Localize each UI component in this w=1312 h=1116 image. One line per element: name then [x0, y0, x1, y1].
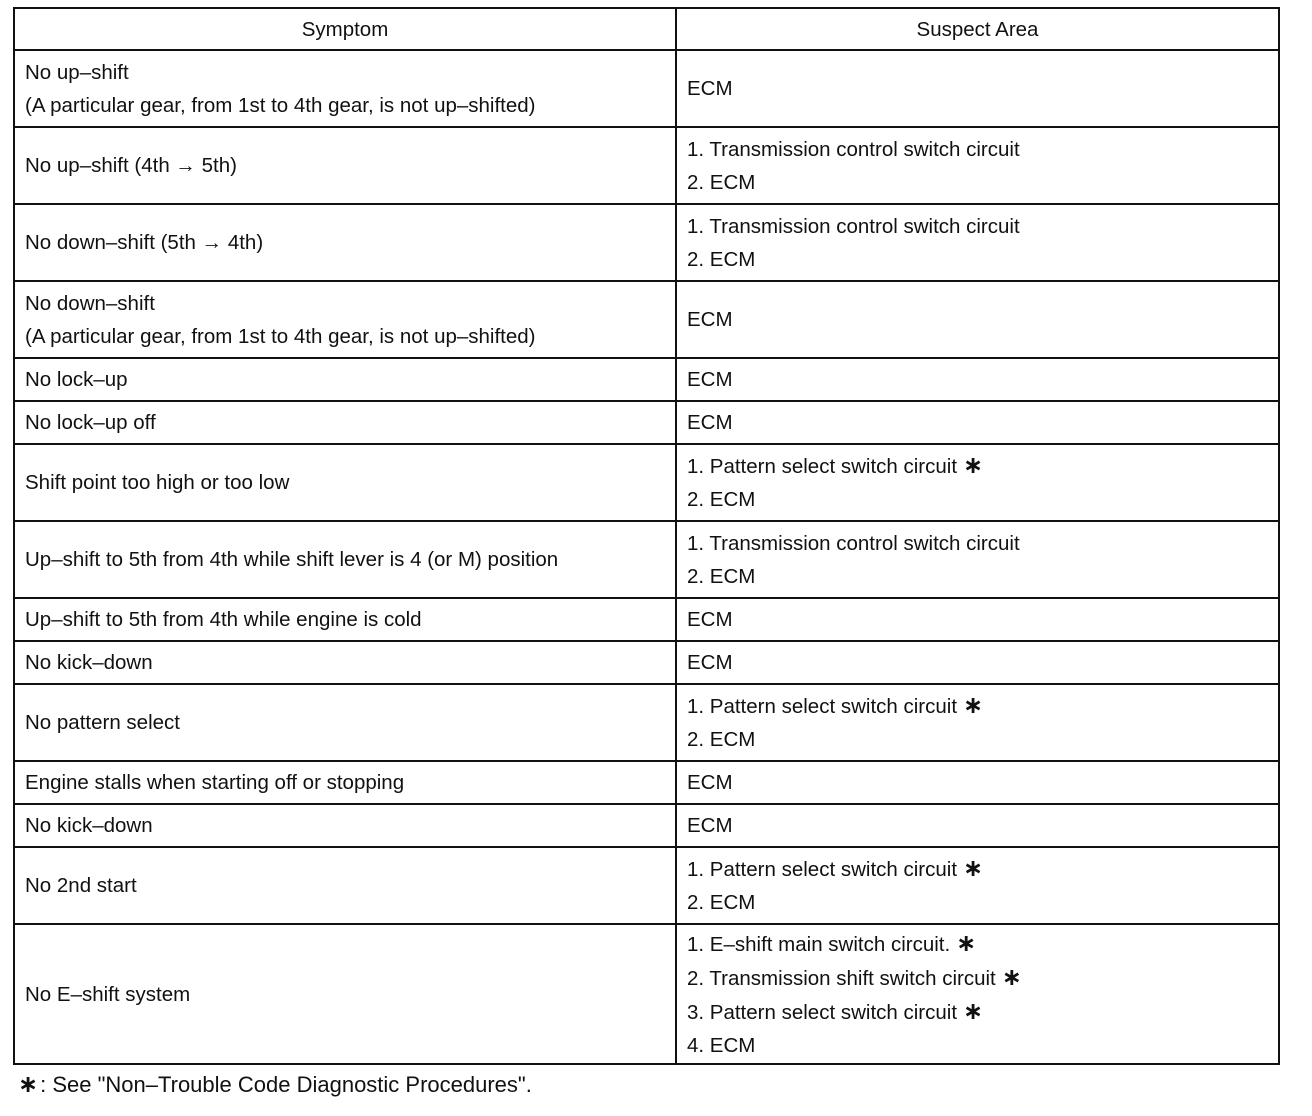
suspect-area-item	[687, 809, 1268, 842]
suspect-area-item	[687, 133, 1268, 166]
symptom-text: No lock–up off	[25, 411, 156, 434]
table-row	[14, 521, 1279, 598]
suspect-area-cell	[676, 50, 1279, 127]
suspect-area-item	[687, 243, 1268, 276]
suspect-area-text: 2. ECM	[687, 247, 756, 271]
table-row	[14, 804, 1279, 847]
symptom-text: No 2nd start	[25, 874, 137, 897]
diagnostic-table	[13, 7, 1280, 1065]
symptom-text: Engine stalls when starting off or stopping	[25, 771, 405, 794]
symptom-cell	[14, 401, 676, 444]
symptom-text: Up–shift to 5th from 4th while shift lever is 4 (or M) position	[25, 548, 559, 571]
suspect-area-item	[687, 1029, 1268, 1062]
symptom-cell	[14, 684, 676, 761]
suspect-area-item	[687, 527, 1268, 560]
table-row	[14, 641, 1279, 684]
suspect-area-text: ECM	[687, 771, 733, 794]
suspect-area-item	[687, 303, 1268, 336]
symptom-cell	[14, 804, 676, 847]
suspect-area-item	[687, 363, 1268, 396]
suspect-area-cell	[676, 401, 1279, 444]
asterisk-icon: ∗	[956, 929, 977, 957]
asterisk-icon: ∗	[963, 452, 984, 479]
suspect-area-text: ECM	[687, 651, 733, 674]
suspect-area-cell	[676, 804, 1279, 847]
symptom-text: No up–shift (4th → 5th)	[25, 154, 237, 177]
symptom-cell	[14, 641, 676, 684]
suspect-area-text: ECM	[687, 77, 733, 100]
suspect-area-cell	[676, 761, 1279, 804]
asterisk-icon: ∗	[963, 855, 984, 882]
symptom-text: No pattern select	[25, 711, 180, 734]
suspect-area-text: 1. Transmission control switch circuit	[687, 531, 1020, 555]
table-row	[14, 358, 1279, 401]
suspect-area-cell	[676, 684, 1279, 761]
suspect-area-item	[687, 886, 1268, 919]
footnote	[18, 1070, 532, 1099]
suspect-area-text: ECM	[687, 308, 733, 331]
symptom-cell	[14, 761, 676, 804]
suspect-area-cell	[676, 847, 1279, 924]
suspect-area-cell	[676, 281, 1279, 358]
symptom-cell	[14, 598, 676, 641]
asterisk-icon: ∗	[18, 1071, 39, 1098]
table-body	[14, 50, 1279, 1064]
symptom-cell	[14, 281, 676, 358]
table-row	[14, 598, 1279, 641]
suspect-area-text: 2. ECM	[687, 564, 756, 588]
column-header-suspect-area: Suspect Area	[676, 8, 1279, 50]
table-row	[14, 50, 1279, 127]
suspect-area-text: 4. ECM	[687, 1033, 756, 1057]
suspect-area-item	[687, 766, 1268, 799]
symptom-text: (A particular gear, from 1st to 4th gear, is not up–shifted)	[25, 93, 536, 117]
suspect-area-cell	[676, 641, 1279, 684]
table-row	[14, 761, 1279, 804]
suspect-area-cell	[676, 924, 1279, 1064]
symptom-cell	[14, 924, 676, 1064]
suspect-area-item	[687, 449, 1268, 483]
column-header-symptom: Symptom	[14, 8, 676, 50]
suspect-area-text: ECM	[687, 411, 733, 434]
suspect-area-item	[687, 852, 1268, 886]
symptom-text: No kick–down	[25, 814, 153, 837]
symptom-text: No lock–up	[25, 368, 128, 391]
table-row	[14, 684, 1279, 761]
asterisk-icon: ∗	[1001, 963, 1022, 991]
suspect-area-text: 2. ECM	[687, 891, 756, 914]
symptom-text: No down–shift	[25, 291, 155, 315]
symptom-cell	[14, 127, 676, 204]
suspect-area-text: 1. Pattern select switch circuit	[687, 858, 958, 881]
suspect-area-item	[687, 995, 1268, 1029]
suspect-area-text: 1. Transmission control switch circuit	[687, 137, 1020, 161]
suspect-area-cell	[676, 204, 1279, 281]
suspect-area-text: ECM	[687, 368, 733, 391]
table-row	[14, 281, 1279, 358]
suspect-area-item	[687, 210, 1268, 243]
suspect-area-item	[687, 961, 1268, 995]
suspect-area-text: 3. Pattern select switch circuit	[687, 1000, 958, 1024]
suspect-area-item	[687, 483, 1268, 516]
symptom-text: No down–shift (5th → 4th)	[25, 231, 264, 254]
table-row	[14, 204, 1279, 281]
suspect-area-text: ECM	[687, 608, 733, 631]
suspect-area-text: 2. ECM	[687, 728, 756, 751]
symptom-text: Shift point too high or too low	[25, 471, 290, 494]
table-row	[14, 444, 1279, 521]
suspect-area-item	[687, 723, 1268, 756]
suspect-area-item	[687, 603, 1268, 636]
table-row	[14, 924, 1279, 1064]
suspect-area-text: ECM	[687, 814, 733, 837]
suspect-area-item	[687, 560, 1268, 593]
suspect-area-text: 2. ECM	[687, 170, 756, 194]
footnote-text: : See "Non–Trouble Code Diagnostic Procedures".	[40, 1072, 532, 1097]
suspect-area-cell	[676, 521, 1279, 598]
table-row	[14, 847, 1279, 924]
suspect-area-text: 2. ECM	[687, 488, 756, 511]
suspect-area-cell	[676, 127, 1279, 204]
table-row	[14, 401, 1279, 444]
table-row	[14, 127, 1279, 204]
symptom-cell	[14, 358, 676, 401]
symptom-text: No up–shift	[25, 60, 129, 84]
symptom-cell	[14, 204, 676, 281]
asterisk-icon: ∗	[963, 692, 984, 719]
suspect-area-item	[687, 689, 1268, 723]
suspect-area-text: 1. Pattern select switch circuit	[687, 695, 958, 718]
symptom-cell	[14, 444, 676, 521]
asterisk-icon: ∗	[963, 997, 984, 1025]
symptom-cell	[14, 847, 676, 924]
suspect-area-text: 2. Transmission shift switch circuit	[687, 966, 996, 990]
suspect-area-cell	[676, 598, 1279, 641]
suspect-area-cell	[676, 358, 1279, 401]
suspect-area-text: 1. Pattern select switch circuit	[687, 455, 958, 478]
suspect-area-item	[687, 166, 1268, 199]
suspect-area-item	[687, 927, 1268, 961]
symptom-cell	[14, 521, 676, 598]
suspect-area-item	[687, 406, 1268, 439]
suspect-area-text: 1. Transmission control switch circuit	[687, 214, 1020, 238]
suspect-area-text: 1. E–shift main switch circuit.	[687, 932, 951, 956]
header-row	[14, 8, 1279, 50]
symptom-text: (A particular gear, from 1st to 4th gear, is not up–shifted)	[25, 324, 536, 348]
symptom-text: No E–shift system	[25, 982, 191, 1006]
suspect-area-item	[687, 72, 1268, 105]
symptom-text: No kick–down	[25, 651, 153, 674]
suspect-area-cell	[676, 444, 1279, 521]
symptom-cell	[14, 50, 676, 127]
symptom-text: Up–shift to 5th from 4th while engine is cold	[25, 608, 422, 631]
suspect-area-item	[687, 646, 1268, 679]
